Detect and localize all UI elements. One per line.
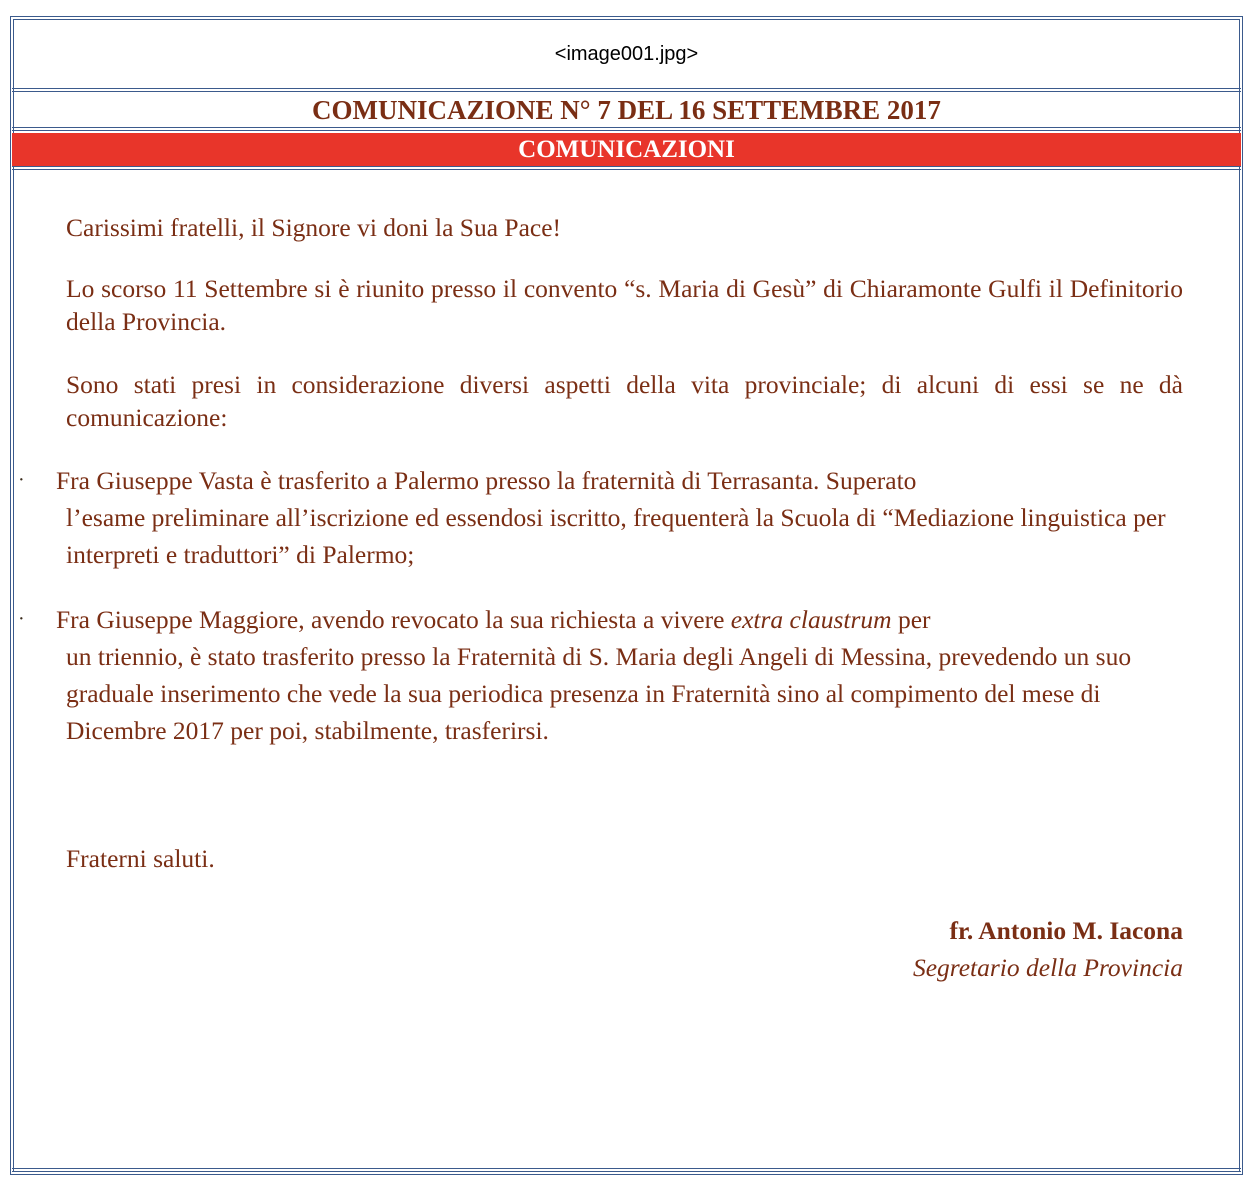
list-item-text: per [891, 605, 931, 634]
greeting: Carissimi fratelli, il Signore vi doni la Sua Pace! [66, 213, 562, 242]
closing: Fraterni saluti. [66, 844, 215, 873]
section-divider [12, 166, 1241, 170]
list-item-first-line [18, 601, 1183, 638]
list-item [18, 462, 1183, 573]
latin-term: extra claustrum [730, 605, 892, 634]
signature-role: Segretario della Provincia [912, 953, 1183, 982]
list-item-continuation: un triennio, è stato trasferito presso la Fraternità di S. Maria degli Angeli di Messina, prevedendo un suo graduale inserimento che vede la sua periodica presenza in Fraternità sino al compimento del mese di Dicembre 2017 per poi, stabilmente, trasferirsi. [66, 642, 1132, 745]
bullet-icon: · [18, 469, 25, 491]
paragraph-aspects: Sono stati presi in considerazione diversi aspetti della vita provinciale; di alcuni di essi se ne dà comunicazione: [66, 370, 1183, 432]
title-divider [12, 127, 1241, 131]
section-heading: COMUNICAZIONI [12, 133, 1241, 166]
document-frame [10, 16, 1243, 1175]
signature [583, 912, 1183, 986]
signature-name: fr. Antonio M. Iacona [949, 916, 1183, 945]
list-item [18, 601, 1183, 749]
list-item-text: Fra Giuseppe Maggiore, avendo revocato la sua richiesta a vivere [56, 605, 731, 634]
image-placeholder: <image001.jpg> [554, 42, 699, 65]
paragraph-definitorio: Lo scorso 11 Settembre si è riunito presso il convento “s. Maria di Gesù” di Chiaramonte Gulfi il Definitorio della Provincia. [66, 274, 1183, 336]
communication-title: COMUNICAZIONE N° 7 DEL 16 SETTEMBRE 2017 [312, 95, 941, 125]
list-item-first-line: Fra Giuseppe Vasta è trasferito a Palermo presso la fraternità di Terrasanta. Superato [56, 466, 917, 495]
list-item-continuation: l’esame preliminare all’iscrizione ed essendosi iscritto, frequenterà la Scuola di “Mediazione linguistica per interpreti e traduttori” di Palermo; [66, 503, 1166, 569]
footer-divider [12, 1168, 1241, 1172]
bullet-icon: · [18, 608, 25, 630]
